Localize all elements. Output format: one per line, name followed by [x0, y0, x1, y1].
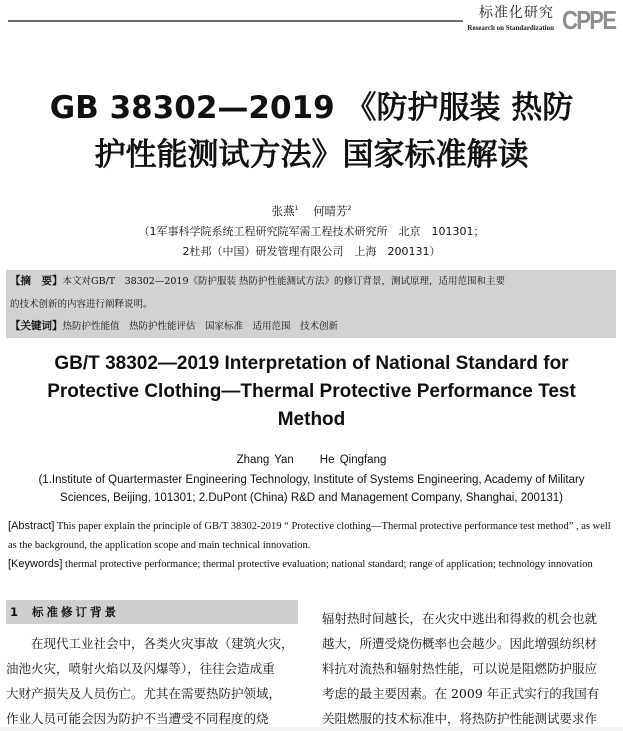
journal-name-cn: 标准化研究: [479, 5, 554, 21]
author-1-cn: 张燕: [271, 204, 295, 218]
abstract-en-label: [Abstract]: [8, 520, 55, 532]
body-line: 关阻燃服的技术标准中，将热防护性能测试要求作: [322, 711, 598, 726]
body-column-left: [6, 631, 300, 731]
body-line: 考虑的最主要因素。在 2009 年正式实行的我国有: [322, 686, 600, 701]
journal-logo: CPPE: [562, 5, 616, 35]
author-1-sup: 1: [294, 205, 299, 213]
abstract-cn-line2: [10, 296, 153, 310]
page-bottom-edge: [0, 727, 623, 731]
affiliation-cn-line2: 2杜邦（中国）研发管理有限公司 上海 200131）: [182, 245, 441, 258]
affiliation-en-line2: Sciences, Beijing, 101301; 2.DuPont (China) R&D and Management Company, Shanghai, 200131): [60, 492, 563, 504]
keywords-cn-text: 热防护性能值 热防护性能评估 国家标准 适用范围 技术创新: [62, 321, 339, 332]
affiliation-en-line1: (1.Institute of Quartermaster Engineering Technology, Institute of Systems Engineering, Academy of Military: [38, 474, 585, 486]
journal-name-en: Research on Standardization: [467, 24, 554, 32]
keywords-cn-label: 【关键词】: [10, 320, 63, 332]
body-line: 大财产损失及人员伤亡。尤其在需要热防护领域，: [6, 686, 282, 701]
section-title: 标准修订背景: [32, 605, 120, 619]
abstract-cn-line1: [10, 273, 505, 288]
body-line: 辐射热时间越长，在火灾中逃出和得救的机会也就: [322, 611, 598, 626]
title-en-line3: Method: [277, 409, 346, 430]
affiliations-cn: [0, 222, 623, 262]
body-line: 作业人员可能会因为防护不当遭受不同程度的烧: [6, 711, 269, 726]
author-2-cn: 何晴芳: [313, 204, 348, 218]
keywords-en-label: [Keywords]: [8, 558, 63, 570]
section-number: 1: [10, 605, 22, 619]
title-en: [0, 350, 623, 434]
abstract-en-text: This paper explain the principle of GB/T 38302-2019 “ Protective clothing—Thermal protective performance test method” , as well as the background, the application scope and main technical innovation.: [8, 521, 611, 551]
title-en-line2: Protective Clothing—Thermal Protective Performance Test: [47, 381, 576, 402]
body-line: 油池火灾，喷射火焰以及闪爆等），往往会造成重: [6, 661, 275, 676]
authors-en: Zhang Yan He Qingfang: [236, 454, 387, 466]
abstract-cn-label: 【摘 要】: [10, 275, 63, 287]
title-en-line1: GB/T 38302—2019 Interpretation of National Standard for: [54, 353, 569, 374]
abstract-en: [8, 517, 614, 555]
abstract-cn-box: [6, 270, 616, 338]
body-column-right: [322, 606, 618, 731]
author-2-sup: 2: [347, 205, 352, 213]
affiliations-en: [0, 471, 623, 507]
body-line: 越大，所遭受烧伤概率也会越少。因此增强纺织材: [322, 636, 598, 651]
abstract-cn-text-1: 本文对GB/T 38302—2019《防护服装 热防护性能测试方法》的修订背景，测试原理，适用范围和主要: [62, 276, 506, 287]
title-cn-line2: 护性能测试方法》国家标准解读: [94, 137, 529, 173]
body-line: 料抗对流热和辐射热性能，可以说是阻燃防护服应: [322, 661, 598, 676]
authors-cn: [0, 203, 623, 219]
keywords-en-text: thermal protective performance; thermal protective evaluation; national standard; range of application; technology innovation: [62, 559, 593, 570]
body-line: 在现代工业社会中，各类火灾事故（建筑火灾，: [6, 636, 294, 651]
affiliation-cn-line1: （1军事科学院系统工程研究院军需工程技术研究所 北京 101301；: [138, 225, 485, 238]
keywords-cn-line: [10, 318, 338, 333]
abstract-cn-text-2: 的技术创新的内容进行阐释说明。: [10, 299, 153, 310]
keywords-en: [8, 555, 614, 574]
title-cn-line1: GB 38302—2019 《防护服装 热防: [49, 90, 574, 126]
section-heading: [6, 600, 298, 624]
title-cn: [0, 85, 623, 179]
header-rule: [8, 20, 463, 22]
